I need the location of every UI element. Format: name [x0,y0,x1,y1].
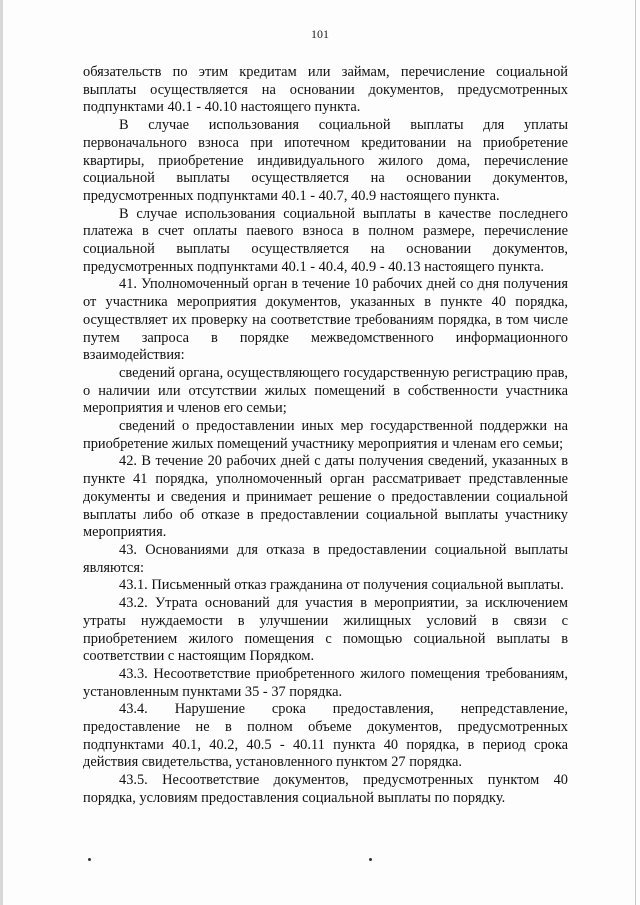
paragraph-item-43-3: 43.3. Несоответствие приобретенного жилого помещения требованиям, установленным пунктами 35 - 37 порядка. [83,665,568,700]
paragraph-item-42: 42. В течение 20 рабочих дней с даты получения сведений, указанных в пункте 41 порядка, уполномоченный орган рассматривает представленные документы и сведения и принимает решение о предоставлении социальной выплаты либо об отказе в предоставлении социальной выплаты участнику мероприятия. [83,453,568,541]
scan-dot-mark [88,858,91,861]
paragraph: обязательств по этим кредитам или займам, перечисление социальной выплаты осуществляется на основании документов, предусмотренных подпунктами 40.1 - 40.10 настоящего пункта. [83,64,568,116]
page-number: 101 [311,27,329,41]
document-body [83,64,568,808]
scan-dot-mark [369,858,372,861]
scan-edge-left [0,0,3,905]
paragraph: В случае использования социальной выплаты для уплаты первоначального взноса при ипотечном кредитовании на приобретение квартиры, приобретение индивидуального жилого дома, перечисление социальной выплаты осуществляется на основании документов, предусмотренных подпунктами 40.1 - 40.7, 40.9 настоящего пункта. [83,117,568,204]
paragraph-item-43-1: 43.1. Письменный отказ гражданина от получения социальной выплаты. [119,577,564,594]
paragraph: сведений о предоставлении иных мер государственной поддержки на приобретение жилых помещений участнику мероприятия и членам его семьи; [83,418,568,452]
paragraph-item-43-2: 43.2. Утрата оснований для участия в мероприятии, за исключением утраты нуждаемости в улучшении жилищных условий в связи с приобретением жилого помещения с помощью социальной выплаты в соответствии с настоящим Порядком. [83,595,568,665]
paragraph-item-43-5: 43.5. Несоответствие документов, предусмотренных пунктом 40 порядка, условиям предоставления социальной выплаты по порядку. [83,772,568,806]
paragraph: В случае использования социальной выплаты в качестве последнего платежа в счет оплаты паевого взноса в полном размере, перечисление социальной выплаты осуществляется на основании документов, предусмотренных подпунктами 40.1 - 40.4, 40.9 - 40.13 настоящего пункта. [83,205,568,275]
paragraph-item-41: 41. Уполномоченный орган в течение 10 рабочих дней со дня получения от участника мероприятия документов, указанных в пункте 40 порядка, осуществляет их проверку на соответствие требованиям порядка, в том числе путем запроса в порядке межведомственного информационного взаимодействия: [83,276,568,364]
paragraph-item-43: 43. Основаниями для отказа в предоставлении социальной выплаты являются: [83,541,568,576]
scan-edge-right [635,0,636,905]
paragraph: сведений органа, осуществляющего государственную регистрацию прав, о наличии или отсутствии жилых помещений в собственности участника мероприятия и членов его семьи; [83,364,568,417]
paragraph-item-43-4: 43.4. Нарушение срока предоставления, непредставление, предоставление не в полном объеме документов, предусмотренных подпунктами 40.1, 40.2, 40.5 - 40.11 пункта 40 порядка, в период срока действия свидетельства, установленного пунктом 27 порядка. [83,701,568,771]
